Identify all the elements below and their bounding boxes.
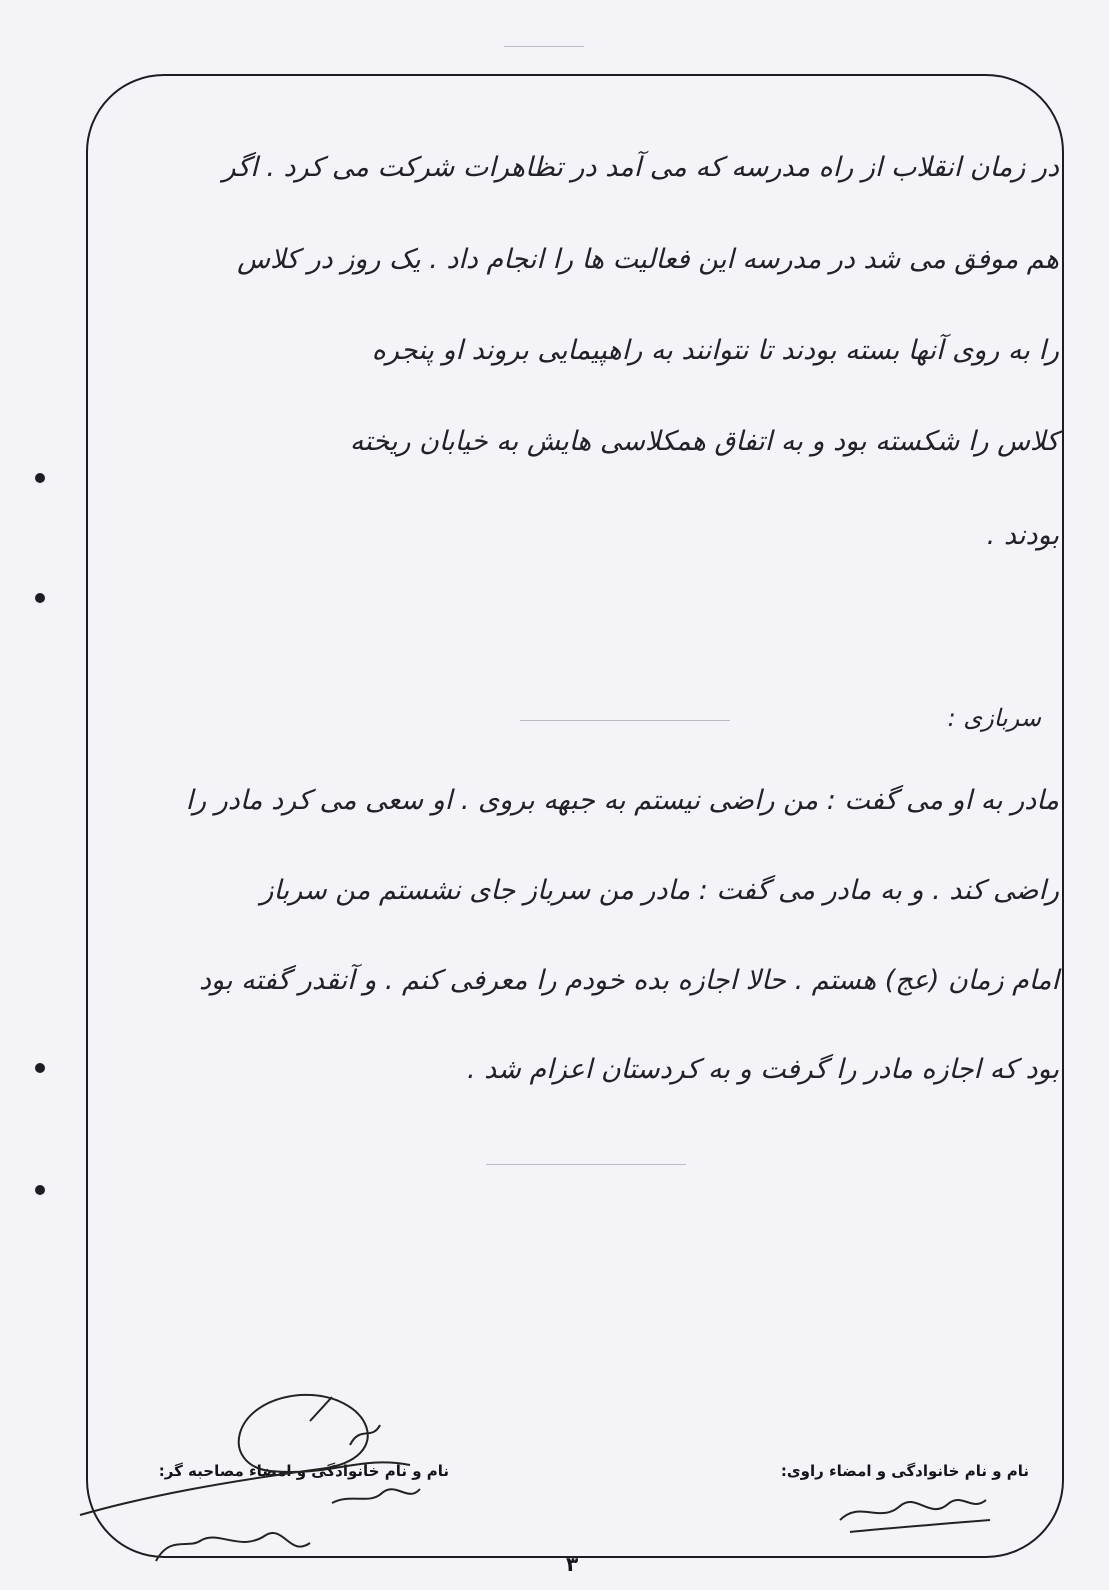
punch-hole: [35, 1185, 45, 1195]
body-line-3: را به روی آنها بسته بودند تا نتوانند به راهپیمایی بروند او پنجره: [371, 335, 1059, 366]
page-border-frame: [86, 74, 1064, 1558]
body-line-4: کلاس را شکسته بود و به اتفاق همکلاسی هایش به خیابان ریخته: [349, 426, 1059, 457]
body-line-5: بودند .: [986, 520, 1059, 551]
narrator-signature-label: نام و نام خانوادگی و امضاء راوی:: [780, 1462, 1029, 1480]
interviewer-signature-label: نام و نام خانوادگی و امضاء مصاحبه گر:: [158, 1462, 449, 1480]
scan-mark: [504, 46, 584, 47]
page-number: ۳: [566, 1552, 579, 1576]
punch-hole: [35, 473, 45, 483]
interviewer-signature: [70, 1385, 450, 1575]
section-line-2: راضی کند . و به مادر می گفت : مادر من سرباز جای نشستم من سرباز: [260, 875, 1059, 906]
section-line-4: بود که اجازه مادر را گرفت و به کردستان اعزام شد .: [466, 1054, 1059, 1085]
punch-hole: [35, 593, 45, 603]
body-line-2: هم موفق می شد در مدرسه این فعالیت ها را انجام داد . یک روز در کلاس: [237, 244, 1059, 275]
punch-hole: [35, 1063, 45, 1073]
body-line-1: در زمان انقلاب از راه مدرسه که می آمد در تظاهرات شرکت می کرد . اگر: [222, 152, 1059, 183]
section-heading: سربازی :: [947, 704, 1041, 732]
narrator-signature: [830, 1480, 1000, 1540]
section-line-3: امام زمان (عج) هستم . حالا اجازه بده خودم را معرفی کنم . و آنقدر گفته بود: [199, 965, 1059, 996]
section-line-1: مادر به او می گفت : من راضی نیستم به جبهه بروی . او سعی می کرد مادر را: [185, 785, 1059, 816]
